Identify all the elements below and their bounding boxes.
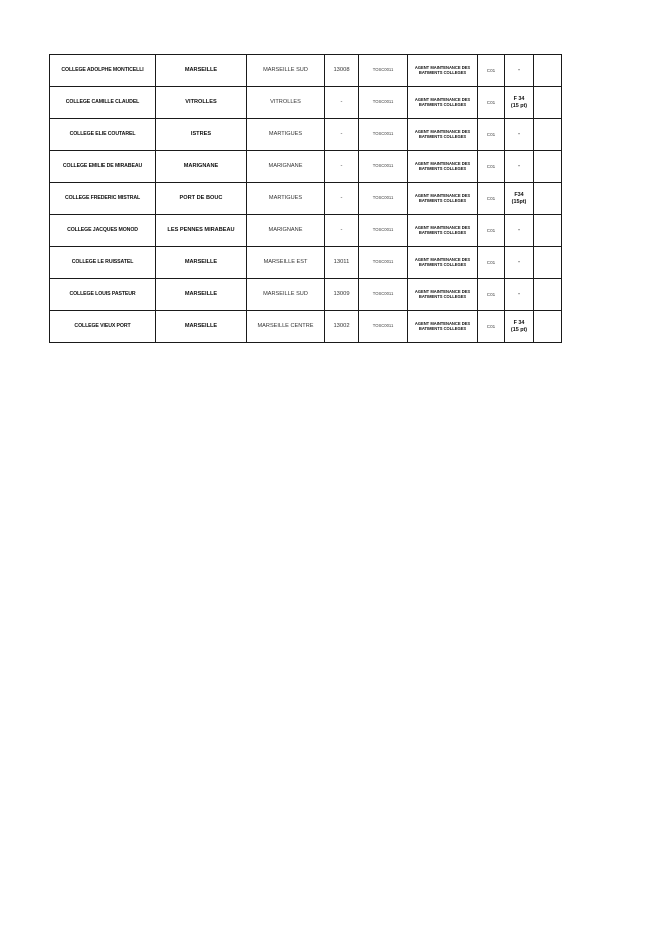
college-name-cell: COLLEGE FREDERIC MISTRAL xyxy=(50,183,156,215)
area-cell: MARSEILLE CENTRE xyxy=(247,311,325,343)
table-row xyxy=(50,119,562,151)
area-cell: VITROLLES xyxy=(247,87,325,119)
postal-code-cell: - xyxy=(325,87,359,119)
category-cell: C01 xyxy=(478,87,505,119)
empty-cell xyxy=(534,247,562,279)
position-title-cell: AGENT MAINTENANCE DES BATIMENTS COLLEGES xyxy=(408,183,478,215)
empty-cell xyxy=(534,279,562,311)
grade-cell xyxy=(505,279,534,311)
table-row xyxy=(50,279,562,311)
empty-cell xyxy=(534,55,562,87)
category-cell: C01 xyxy=(478,279,505,311)
job-code-cell: TOSC0011 xyxy=(359,311,408,343)
grade-cell xyxy=(505,119,534,151)
area-cell: MARTIGUES xyxy=(247,183,325,215)
college-name-cell: COLLEGE VIEUX PORT xyxy=(50,311,156,343)
position-title-cell: AGENT MAINTENANCE DES BATIMENTS COLLEGES xyxy=(408,279,478,311)
category-cell: C01 xyxy=(478,183,505,215)
postal-code-cell: - xyxy=(325,119,359,151)
position-title-cell: AGENT MAINTENANCE DES BATIMENTS COLLEGES xyxy=(408,55,478,87)
city-cell: MARSEILLE xyxy=(156,311,247,343)
grade-label: F34 xyxy=(514,192,524,199)
job-code-cell: TOSC0011 xyxy=(359,247,408,279)
postal-code-cell: 13011 xyxy=(325,247,359,279)
category-cell: C01 xyxy=(478,151,505,183)
grade-label: - xyxy=(518,227,520,234)
position-title-cell: AGENT MAINTENANCE DES BATIMENTS COLLEGES xyxy=(408,151,478,183)
college-name-cell: COLLEGE JACQUES MONOD xyxy=(50,215,156,247)
area-cell: MARIGNANE xyxy=(247,151,325,183)
empty-cell xyxy=(534,183,562,215)
category-cell: C01 xyxy=(478,311,505,343)
table-row xyxy=(50,87,562,119)
job-code-cell: TOSC0011 xyxy=(359,279,408,311)
empty-cell xyxy=(534,87,562,119)
job-code-cell: TOSC0011 xyxy=(359,215,408,247)
position-title-cell: AGENT MAINTENANCE DES BATIMENTS COLLEGES xyxy=(408,87,478,119)
grade-label: - xyxy=(518,291,520,298)
city-cell: MARSEILLE xyxy=(156,279,247,311)
city-cell: PORT DE BOUC xyxy=(156,183,247,215)
job-code-cell: TOSC0011 xyxy=(359,151,408,183)
table-body xyxy=(50,55,562,343)
empty-cell xyxy=(534,215,562,247)
empty-cell xyxy=(534,119,562,151)
grade-cell xyxy=(505,55,534,87)
city-cell: LES PENNES MIRABEAU xyxy=(156,215,247,247)
category-cell: C01 xyxy=(478,247,505,279)
category-cell: C01 xyxy=(478,119,505,151)
grade-cell xyxy=(505,215,534,247)
grade-points: (15 pt) xyxy=(510,326,528,333)
area-cell: MARSEILLE SUD xyxy=(247,279,325,311)
postal-code-cell: 13002 xyxy=(325,311,359,343)
positions-table xyxy=(49,54,562,343)
grade-label: F 34 xyxy=(513,96,525,103)
postal-code-cell: - xyxy=(325,215,359,247)
area-cell: MARSEILLE SUD xyxy=(247,55,325,87)
area-cell: MARTIGUES xyxy=(247,119,325,151)
grade-points: (15pt) xyxy=(511,198,527,205)
position-title-cell: AGENT MAINTENANCE DES BATIMENTS COLLEGES xyxy=(408,311,478,343)
city-cell: ISTRES xyxy=(156,119,247,151)
grade-label: F 34 xyxy=(513,320,525,327)
position-title-cell: AGENT MAINTENANCE DES BATIMENTS COLLEGES xyxy=(408,215,478,247)
postal-code-cell: 13009 xyxy=(325,279,359,311)
city-cell: MARSEILLE xyxy=(156,55,247,87)
position-title-cell: AGENT MAINTENANCE DES BATIMENTS COLLEGES xyxy=(408,119,478,151)
grade-cell xyxy=(505,151,534,183)
college-name-cell: COLLEGE CAMILLE CLAUDEL xyxy=(50,87,156,119)
table-row xyxy=(50,151,562,183)
table-row xyxy=(50,215,562,247)
category-cell: C01 xyxy=(478,55,505,87)
grade-label: - xyxy=(518,131,520,138)
grade-cell xyxy=(505,87,534,119)
empty-cell xyxy=(534,151,562,183)
grade-cell xyxy=(505,311,534,343)
job-code-cell: TOSC0011 xyxy=(359,87,408,119)
table-row xyxy=(50,311,562,343)
table-row xyxy=(50,183,562,215)
job-code-cell: TOSC0011 xyxy=(359,55,408,87)
position-title-cell: AGENT MAINTENANCE DES BATIMENTS COLLEGES xyxy=(408,247,478,279)
college-name-cell: COLLEGE EMILIE DE MIRABEAU xyxy=(50,151,156,183)
table-row xyxy=(50,55,562,87)
grade-points: (15 pt) xyxy=(510,102,528,109)
grade-label: - xyxy=(518,163,520,170)
city-cell: MARIGNANE xyxy=(156,151,247,183)
college-name-cell: COLLEGE LOUIS PASTEUR xyxy=(50,279,156,311)
postal-code-cell: - xyxy=(325,151,359,183)
city-cell: MARSEILLE xyxy=(156,247,247,279)
empty-cell xyxy=(534,311,562,343)
postal-code-cell: 13008 xyxy=(325,55,359,87)
college-name-cell: COLLEGE ADOLPHE MONTICELLI xyxy=(50,55,156,87)
job-code-cell: TOSC0011 xyxy=(359,119,408,151)
city-cell: VITROLLES xyxy=(156,87,247,119)
grade-cell xyxy=(505,247,534,279)
postal-code-cell: - xyxy=(325,183,359,215)
area-cell: MARSEILLE EST xyxy=(247,247,325,279)
grade-label: - xyxy=(518,259,520,266)
college-name-cell: COLLEGE LE RUISSATEL xyxy=(50,247,156,279)
college-name-cell: COLLEGE ELIE COUTAREL xyxy=(50,119,156,151)
table-row xyxy=(50,247,562,279)
area-cell: MARIGNANE xyxy=(247,215,325,247)
category-cell: C01 xyxy=(478,215,505,247)
grade-label: - xyxy=(518,67,520,74)
grade-cell xyxy=(505,183,534,215)
job-code-cell: TOSC0011 xyxy=(359,183,408,215)
